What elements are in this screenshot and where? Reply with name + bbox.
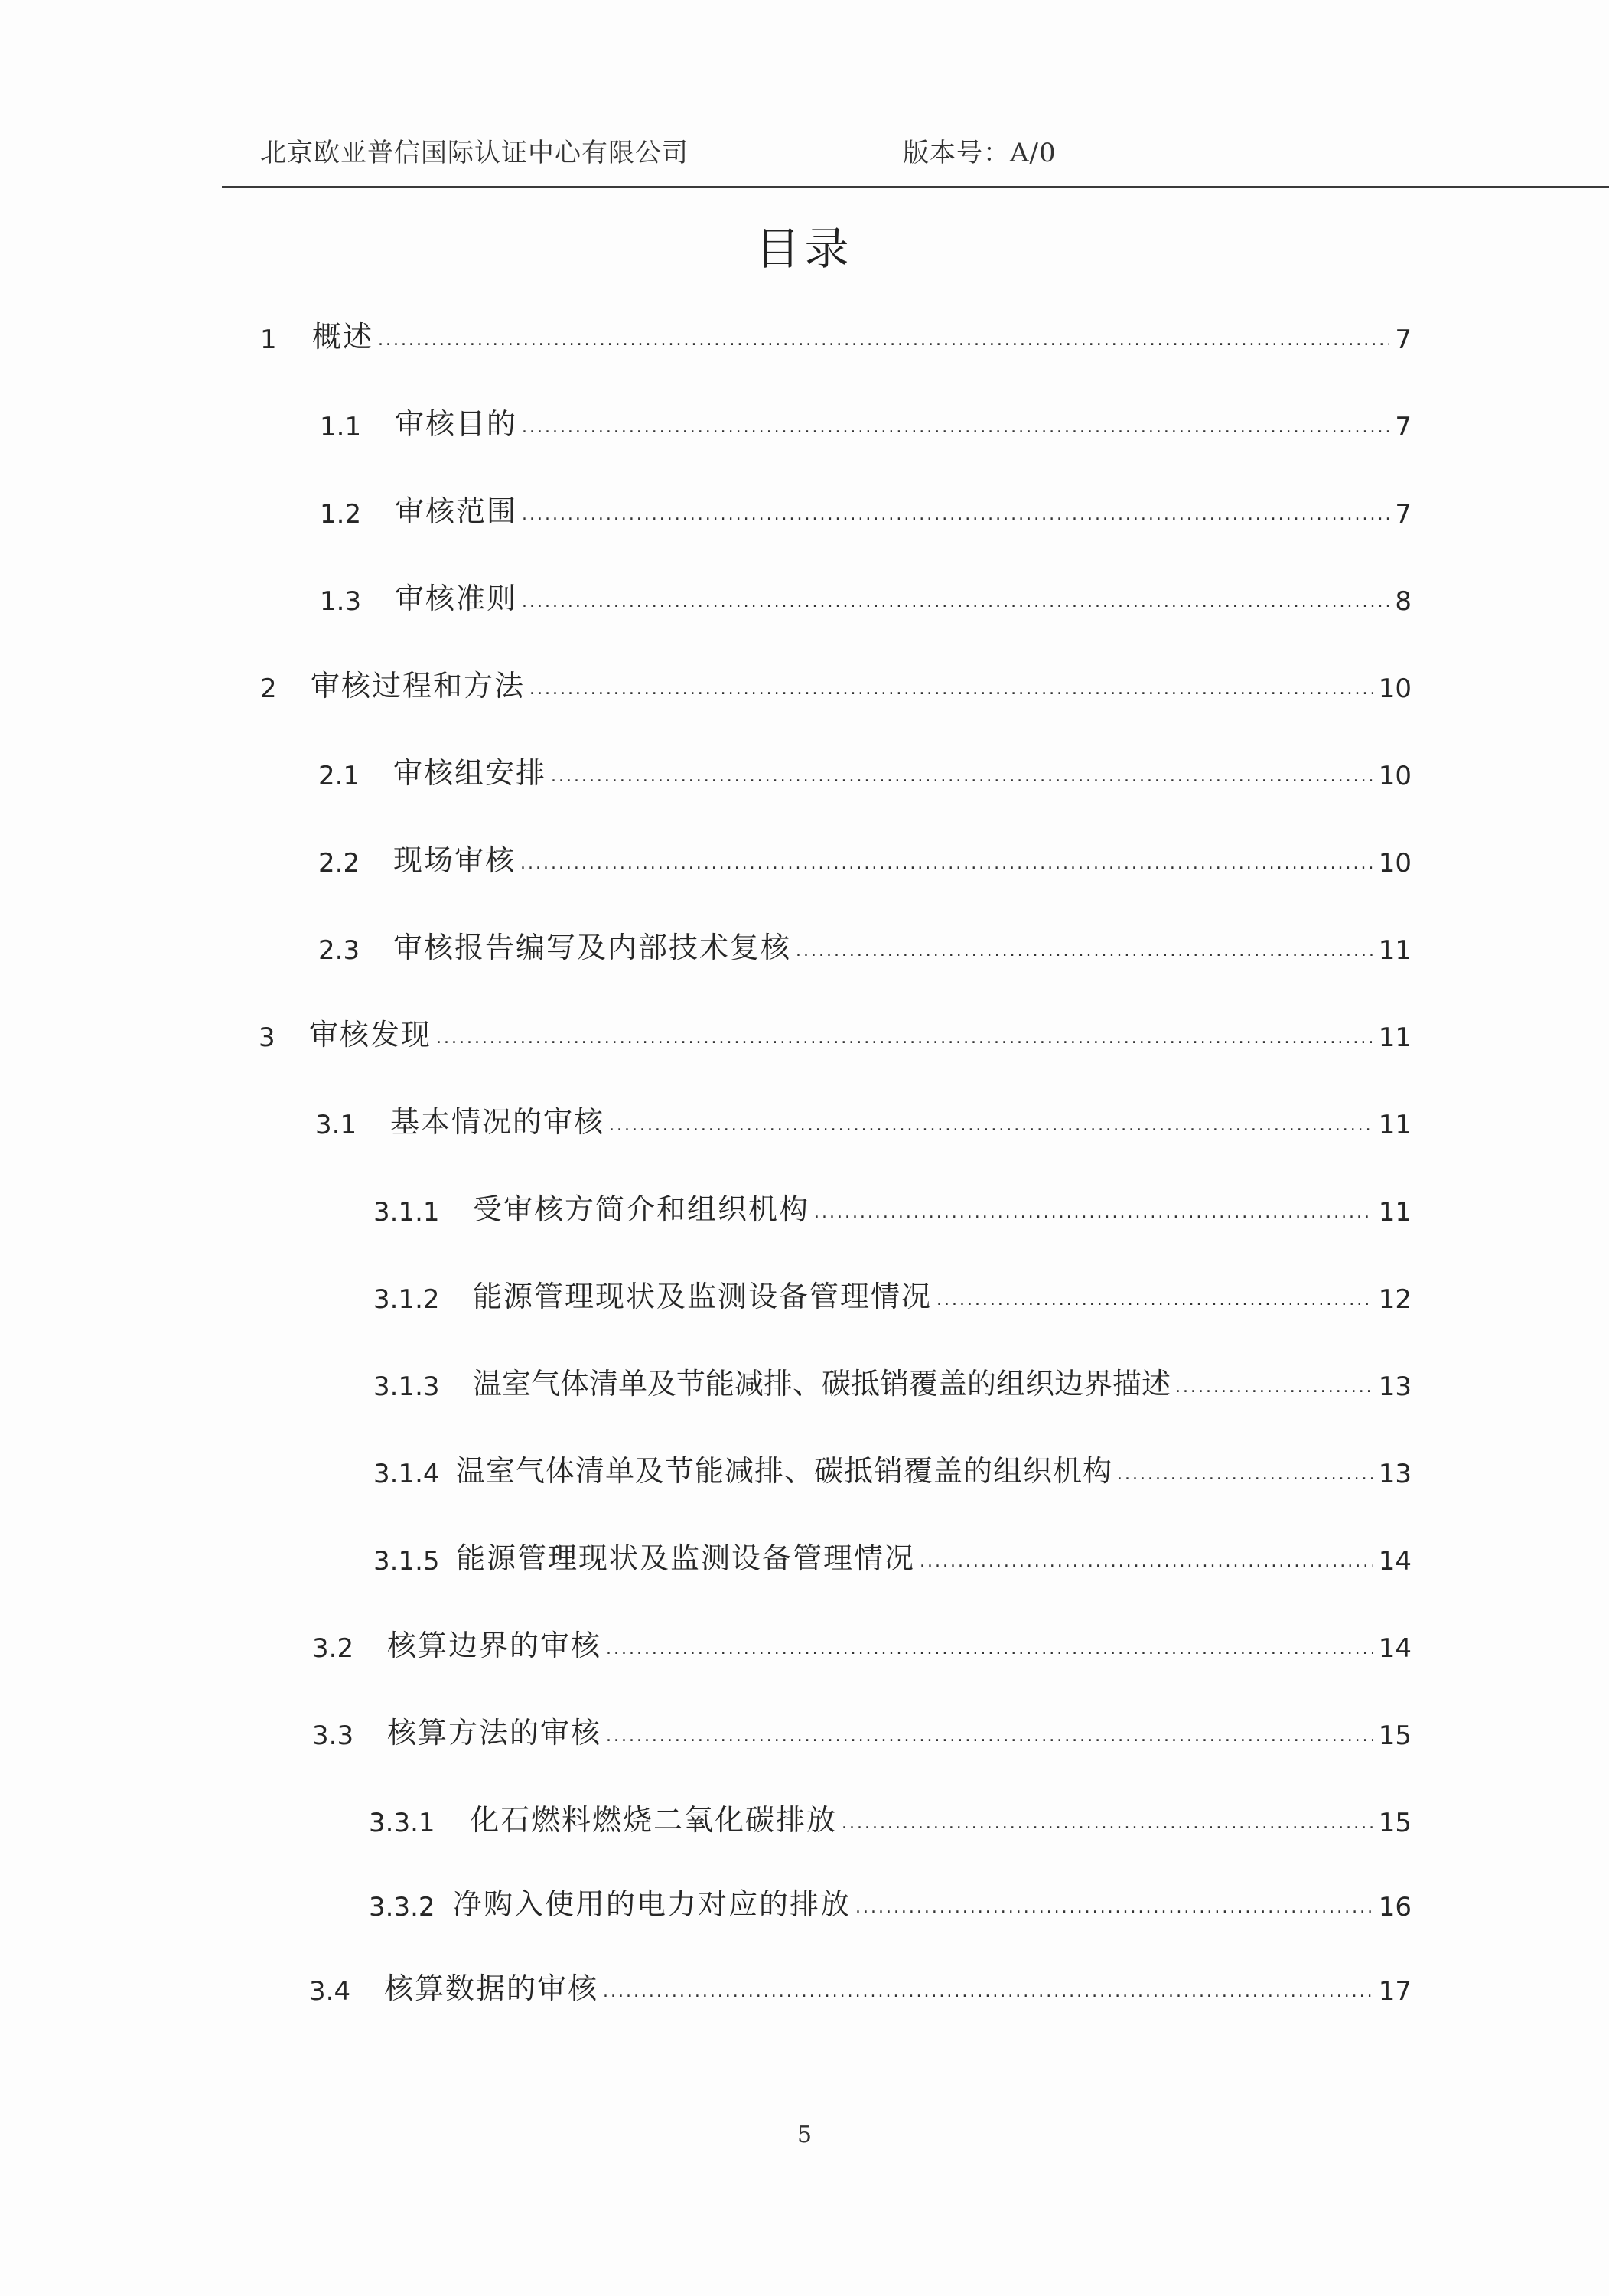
toc-leader-dots bbox=[436, 1030, 1373, 1047]
toc-entry[interactable] bbox=[320, 487, 1412, 530]
toc-leader-dots bbox=[855, 1900, 1373, 1916]
toc-entry[interactable] bbox=[309, 1964, 1412, 2007]
toc-entry[interactable] bbox=[318, 923, 1412, 966]
toc-entry-page: 10 bbox=[1378, 673, 1412, 704]
toc-entry-title: 能源管理现状及监测设备管理情况 bbox=[473, 1280, 933, 1313]
toc-leader-dots bbox=[603, 1984, 1373, 2001]
toc-entry[interactable] bbox=[373, 1359, 1412, 1402]
toc-entry-title: 现场审核 bbox=[393, 843, 516, 877]
toc-entry[interactable] bbox=[320, 574, 1412, 617]
toc-entry[interactable] bbox=[373, 1185, 1412, 1228]
toc-leader-dots bbox=[796, 943, 1373, 960]
toc-entry-title: 温室气体清单及节能减排、碳抵销覆盖的组织机构 bbox=[456, 1454, 1113, 1488]
toc-entry-page: 13 bbox=[1378, 1371, 1412, 1402]
toc-entry-title: 审核过程和方法 bbox=[311, 669, 526, 703]
toc-entry-page: 11 bbox=[1378, 1197, 1412, 1228]
toc-entry-page: 15 bbox=[1378, 1720, 1412, 1751]
toc-entry-title: 温室气体清单及节能减排、碳抵销覆盖的组织边界描述 bbox=[473, 1367, 1171, 1401]
toc-entry-page: 7 bbox=[1395, 499, 1412, 530]
toc-entry-number: 1 bbox=[260, 325, 277, 355]
toc-entry[interactable] bbox=[318, 836, 1412, 879]
toc-entry-title: 核算方法的审核 bbox=[387, 1716, 602, 1750]
toc-entry-page: 16 bbox=[1378, 1892, 1412, 1923]
toc-entry-number: 3 bbox=[259, 1022, 275, 1053]
toc-entry-title: 基本情况的审核 bbox=[390, 1105, 605, 1139]
toc-entry-title: 能源管理现状及监测设备管理情况 bbox=[456, 1541, 916, 1575]
toc-entry-page: 17 bbox=[1378, 1976, 1412, 2007]
toc-leader-dots bbox=[529, 681, 1373, 698]
toc-entry-page: 14 bbox=[1378, 1633, 1412, 1664]
toc-leader-dots bbox=[522, 507, 1389, 523]
toc-entry[interactable] bbox=[320, 400, 1412, 442]
toc-entry[interactable] bbox=[373, 1534, 1412, 1577]
toc-entry-number: 2.1 bbox=[318, 761, 360, 791]
toc-entry[interactable] bbox=[369, 1795, 1412, 1838]
toc-leader-dots bbox=[522, 594, 1389, 611]
toc-entry-title: 核算数据的审核 bbox=[384, 1971, 599, 2005]
toc-entry-number: 1.2 bbox=[320, 499, 362, 530]
toc-entry-number: 3.3.2 bbox=[369, 1892, 435, 1923]
toc-entry-number: 1.1 bbox=[320, 412, 362, 442]
toc-leader-dots bbox=[1175, 1379, 1373, 1396]
toc-entry-title: 审核组安排 bbox=[393, 756, 547, 790]
toc-entry-number: 3.4 bbox=[309, 1976, 351, 2007]
header-company: 北京欧亚普信国际认证中心有限公司 bbox=[260, 138, 689, 168]
toc-entry-title: 审核范围 bbox=[395, 494, 518, 528]
toc-entry-page: 12 bbox=[1378, 1284, 1412, 1315]
toc-entry-number: 2 bbox=[260, 673, 277, 704]
toc-entry-page: 7 bbox=[1395, 412, 1412, 442]
toc-leader-dots bbox=[606, 1641, 1373, 1658]
toc-entry[interactable] bbox=[259, 1010, 1412, 1053]
toc-entry-page: 15 bbox=[1378, 1808, 1412, 1838]
toc-entry-title: 审核发现 bbox=[309, 1018, 432, 1052]
toc-entry[interactable] bbox=[373, 1272, 1412, 1315]
toc-entry-page: 11 bbox=[1378, 1022, 1412, 1053]
toc-entry-page: 11 bbox=[1378, 935, 1412, 966]
toc-entry-page: 14 bbox=[1378, 1546, 1412, 1577]
toc-leader-dots bbox=[378, 332, 1389, 349]
toc-entry[interactable] bbox=[260, 312, 1412, 355]
page-title: 目录 bbox=[755, 223, 854, 275]
toc-entry-number: 3.1.1 bbox=[373, 1197, 440, 1228]
toc-leader-dots bbox=[814, 1205, 1373, 1221]
toc-entry[interactable] bbox=[312, 1621, 1412, 1664]
toc-leader-dots bbox=[842, 1815, 1373, 1832]
toc-entry-number: 3.3.1 bbox=[369, 1808, 435, 1838]
toc-entry[interactable] bbox=[369, 1880, 1412, 1923]
toc-entry-page: 10 bbox=[1378, 848, 1412, 879]
toc-entry-number: 3.2 bbox=[312, 1633, 354, 1664]
toc-entry-number: 2.3 bbox=[318, 935, 360, 966]
toc-entry[interactable] bbox=[318, 748, 1412, 791]
toc-entry[interactable] bbox=[373, 1446, 1412, 1489]
toc-entry[interactable] bbox=[260, 661, 1412, 704]
toc-entry[interactable] bbox=[312, 1708, 1412, 1751]
toc-entry-number: 3.1.2 bbox=[373, 1284, 440, 1315]
toc-leader-dots bbox=[606, 1728, 1373, 1745]
toc-leader-dots bbox=[936, 1292, 1373, 1309]
toc-entry[interactable] bbox=[315, 1097, 1412, 1140]
toc-entry-title: 审核准则 bbox=[395, 582, 518, 615]
toc-entry-title: 审核目的 bbox=[395, 407, 518, 441]
page-number: 5 bbox=[796, 2122, 813, 2148]
toc-entry-page: 11 bbox=[1378, 1110, 1412, 1140]
toc-entry-page: 7 bbox=[1395, 325, 1412, 355]
toc-entry-page: 8 bbox=[1395, 586, 1412, 617]
header-version: 版本号：A/0 bbox=[903, 138, 1057, 168]
toc-leader-dots bbox=[609, 1117, 1373, 1134]
toc-leader-dots bbox=[520, 856, 1373, 872]
toc-entry-number: 3.1.3 bbox=[373, 1371, 440, 1402]
toc-entry-title: 受审核方简介和组织机构 bbox=[473, 1192, 810, 1226]
toc-entry-page: 13 bbox=[1378, 1459, 1412, 1489]
toc-entry-number: 2.2 bbox=[318, 848, 360, 879]
toc-entry-number: 3.1 bbox=[315, 1110, 357, 1140]
toc-entry-title: 审核报告编写及内部技术复核 bbox=[393, 931, 792, 964]
toc-leader-dots bbox=[522, 419, 1389, 436]
toc-entry-title: 概述 bbox=[312, 320, 374, 354]
toc-entry-title: 核算边界的审核 bbox=[387, 1629, 602, 1662]
toc-entry-number: 3.3 bbox=[312, 1720, 354, 1751]
toc-entry-page: 10 bbox=[1378, 761, 1412, 791]
toc-entry-number: 3.1.5 bbox=[373, 1546, 440, 1577]
toc-leader-dots bbox=[920, 1554, 1373, 1570]
toc-entry-title: 净购入使用的电力对应的排放 bbox=[453, 1887, 852, 1921]
toc-entry-number: 1.3 bbox=[320, 586, 362, 617]
toc-leader-dots bbox=[551, 768, 1373, 785]
toc-entry-title: 化石燃料燃烧二氧化碳排放 bbox=[470, 1803, 838, 1837]
toc-entry-number: 3.1.4 bbox=[373, 1459, 440, 1489]
toc-leader-dots bbox=[1117, 1466, 1373, 1483]
